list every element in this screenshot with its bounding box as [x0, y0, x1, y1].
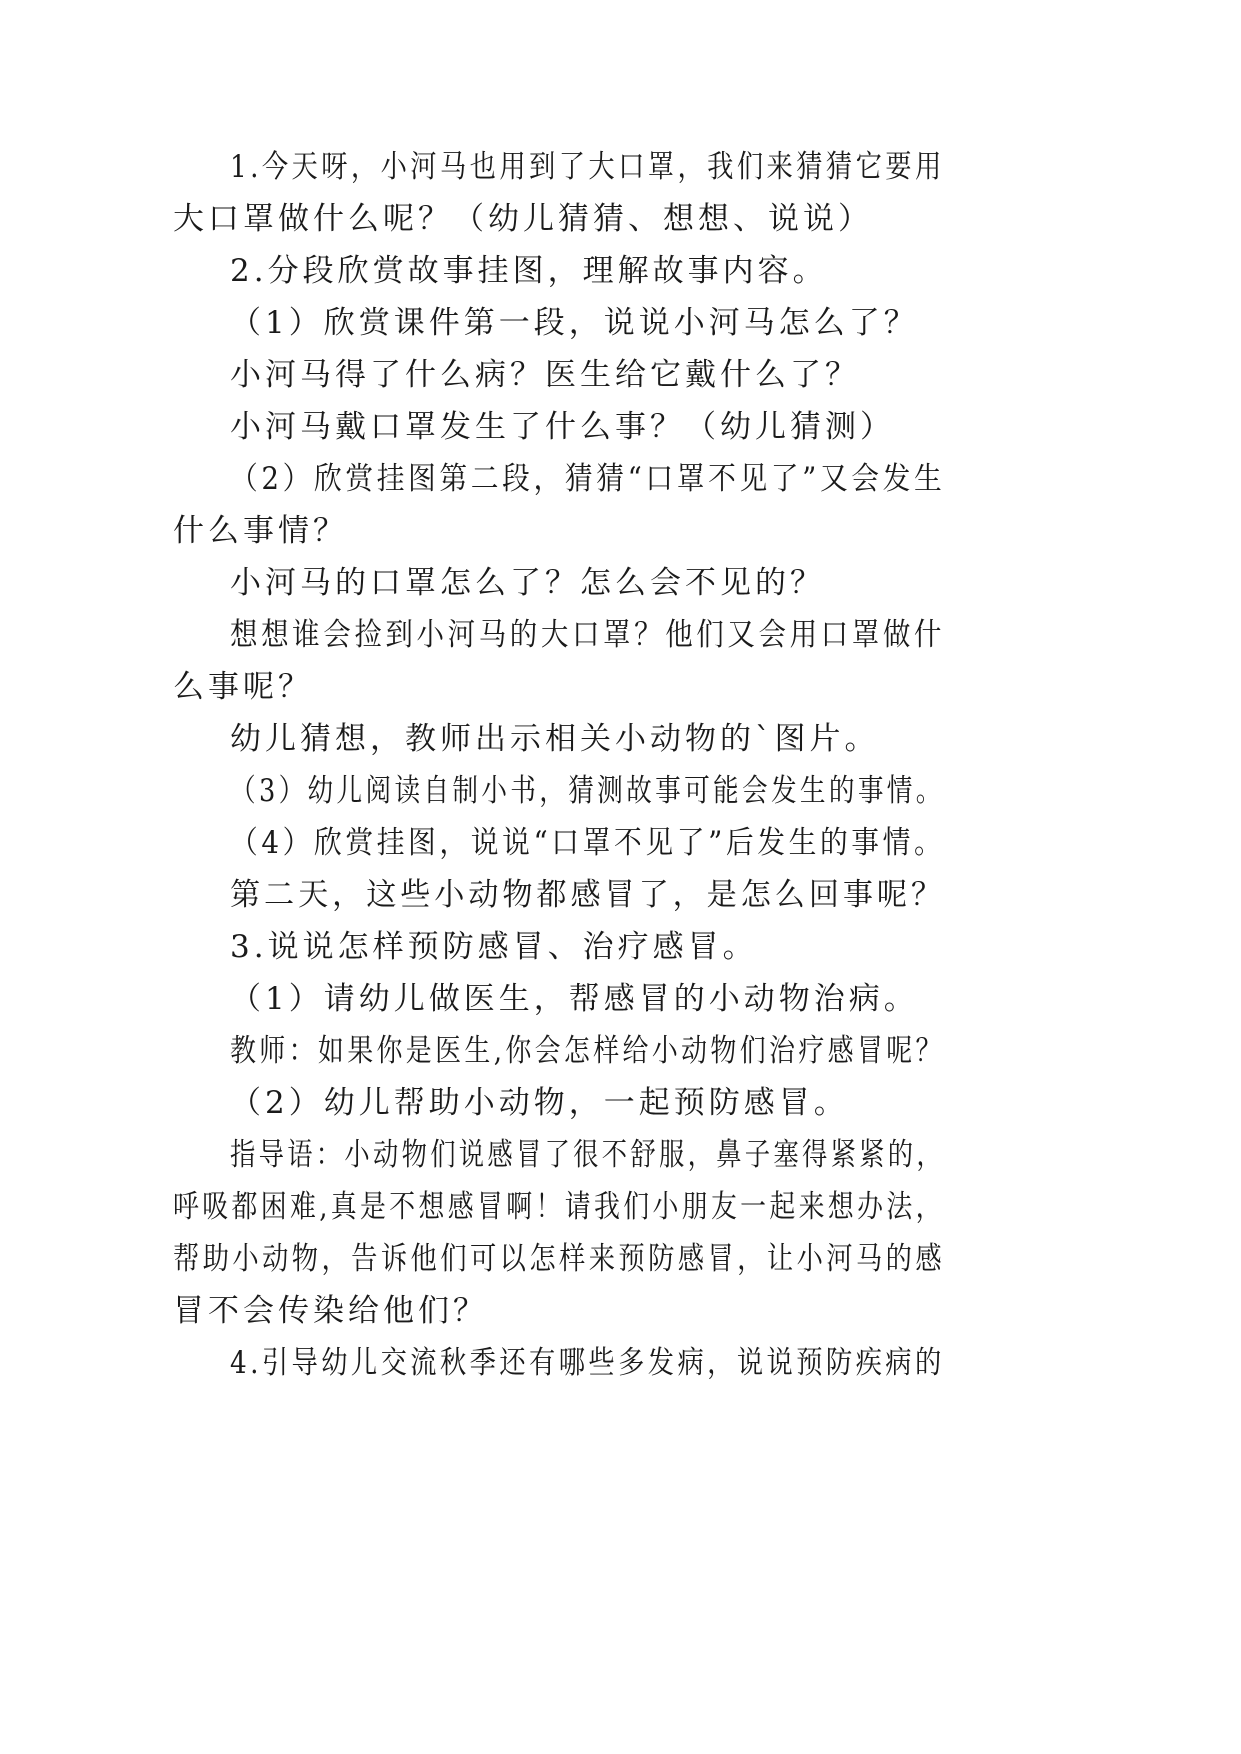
text-line: 小河马的口罩怎么了？怎么会不见的？	[230, 565, 825, 601]
text-line: 想想谁会捡到小河马的大口罩？他们又会用口罩做什	[230, 617, 946, 653]
text-line: 幼儿猜想，教师出示相关小动物的`图片。	[230, 721, 880, 757]
text-line: 指导语：小动物们说感冒了很不舒服，鼻子塞得紧紧的，	[230, 1137, 945, 1173]
text-line: （3）幼儿阅读自制小书，猜测故事可能会发生的事情。	[230, 773, 945, 809]
text-line: 冒不会传染给他们？	[173, 1293, 488, 1329]
text-line: （1）欣赏课件第一段，说说小河马怎么了？	[230, 305, 919, 341]
text-line: 4.引导幼儿交流秋季还有哪些多发病，说说预防疾病的	[230, 1345, 945, 1381]
text-line: （2）幼儿帮助小动物，一起预防感冒。	[230, 1085, 849, 1121]
text-line: 帮助小动物，告诉他们可以怎样来预防感冒，让小河马的感	[173, 1241, 946, 1277]
text-line: 教师：如果你是医生,你会怎样给小动物们治疗感冒呢？	[230, 1033, 945, 1069]
text-line: 第二天，这些小动物都感冒了，是怎么回事呢？	[230, 877, 946, 913]
text-line: 小河马得了什么病？医生给它戴什么了？	[230, 357, 860, 393]
text-line: 2.分段欣赏故事挂图，理解故事内容。	[230, 253, 828, 289]
text-line: （2）欣赏挂图第二段，猜猜“口罩不见了”又会发生	[230, 461, 946, 497]
text-line: 大口罩做什么呢？（幼儿猜猜、想想、说说）	[173, 201, 873, 237]
text-line: 3.说说怎样预防感冒、治疗感冒。	[230, 929, 758, 965]
text-line: （1）请幼儿做医生，帮感冒的小动物治病。	[230, 981, 919, 1017]
text-line: 么事呢？	[173, 669, 313, 705]
text-line: （4）欣赏挂图，说说“口罩不见了”后发生的事情。	[230, 825, 946, 861]
text-line: 小河马戴口罩发生了什么事？（幼儿猜测）	[230, 409, 895, 445]
text-line: 呼吸都困难,真是不想感冒啊！请我们小朋友一起来想办法，	[173, 1189, 945, 1225]
text-line: 1.今天呀，小河马也用到了大口罩，我们来猜猜它要用	[230, 149, 945, 185]
text-line: 什么事情？	[173, 513, 348, 549]
